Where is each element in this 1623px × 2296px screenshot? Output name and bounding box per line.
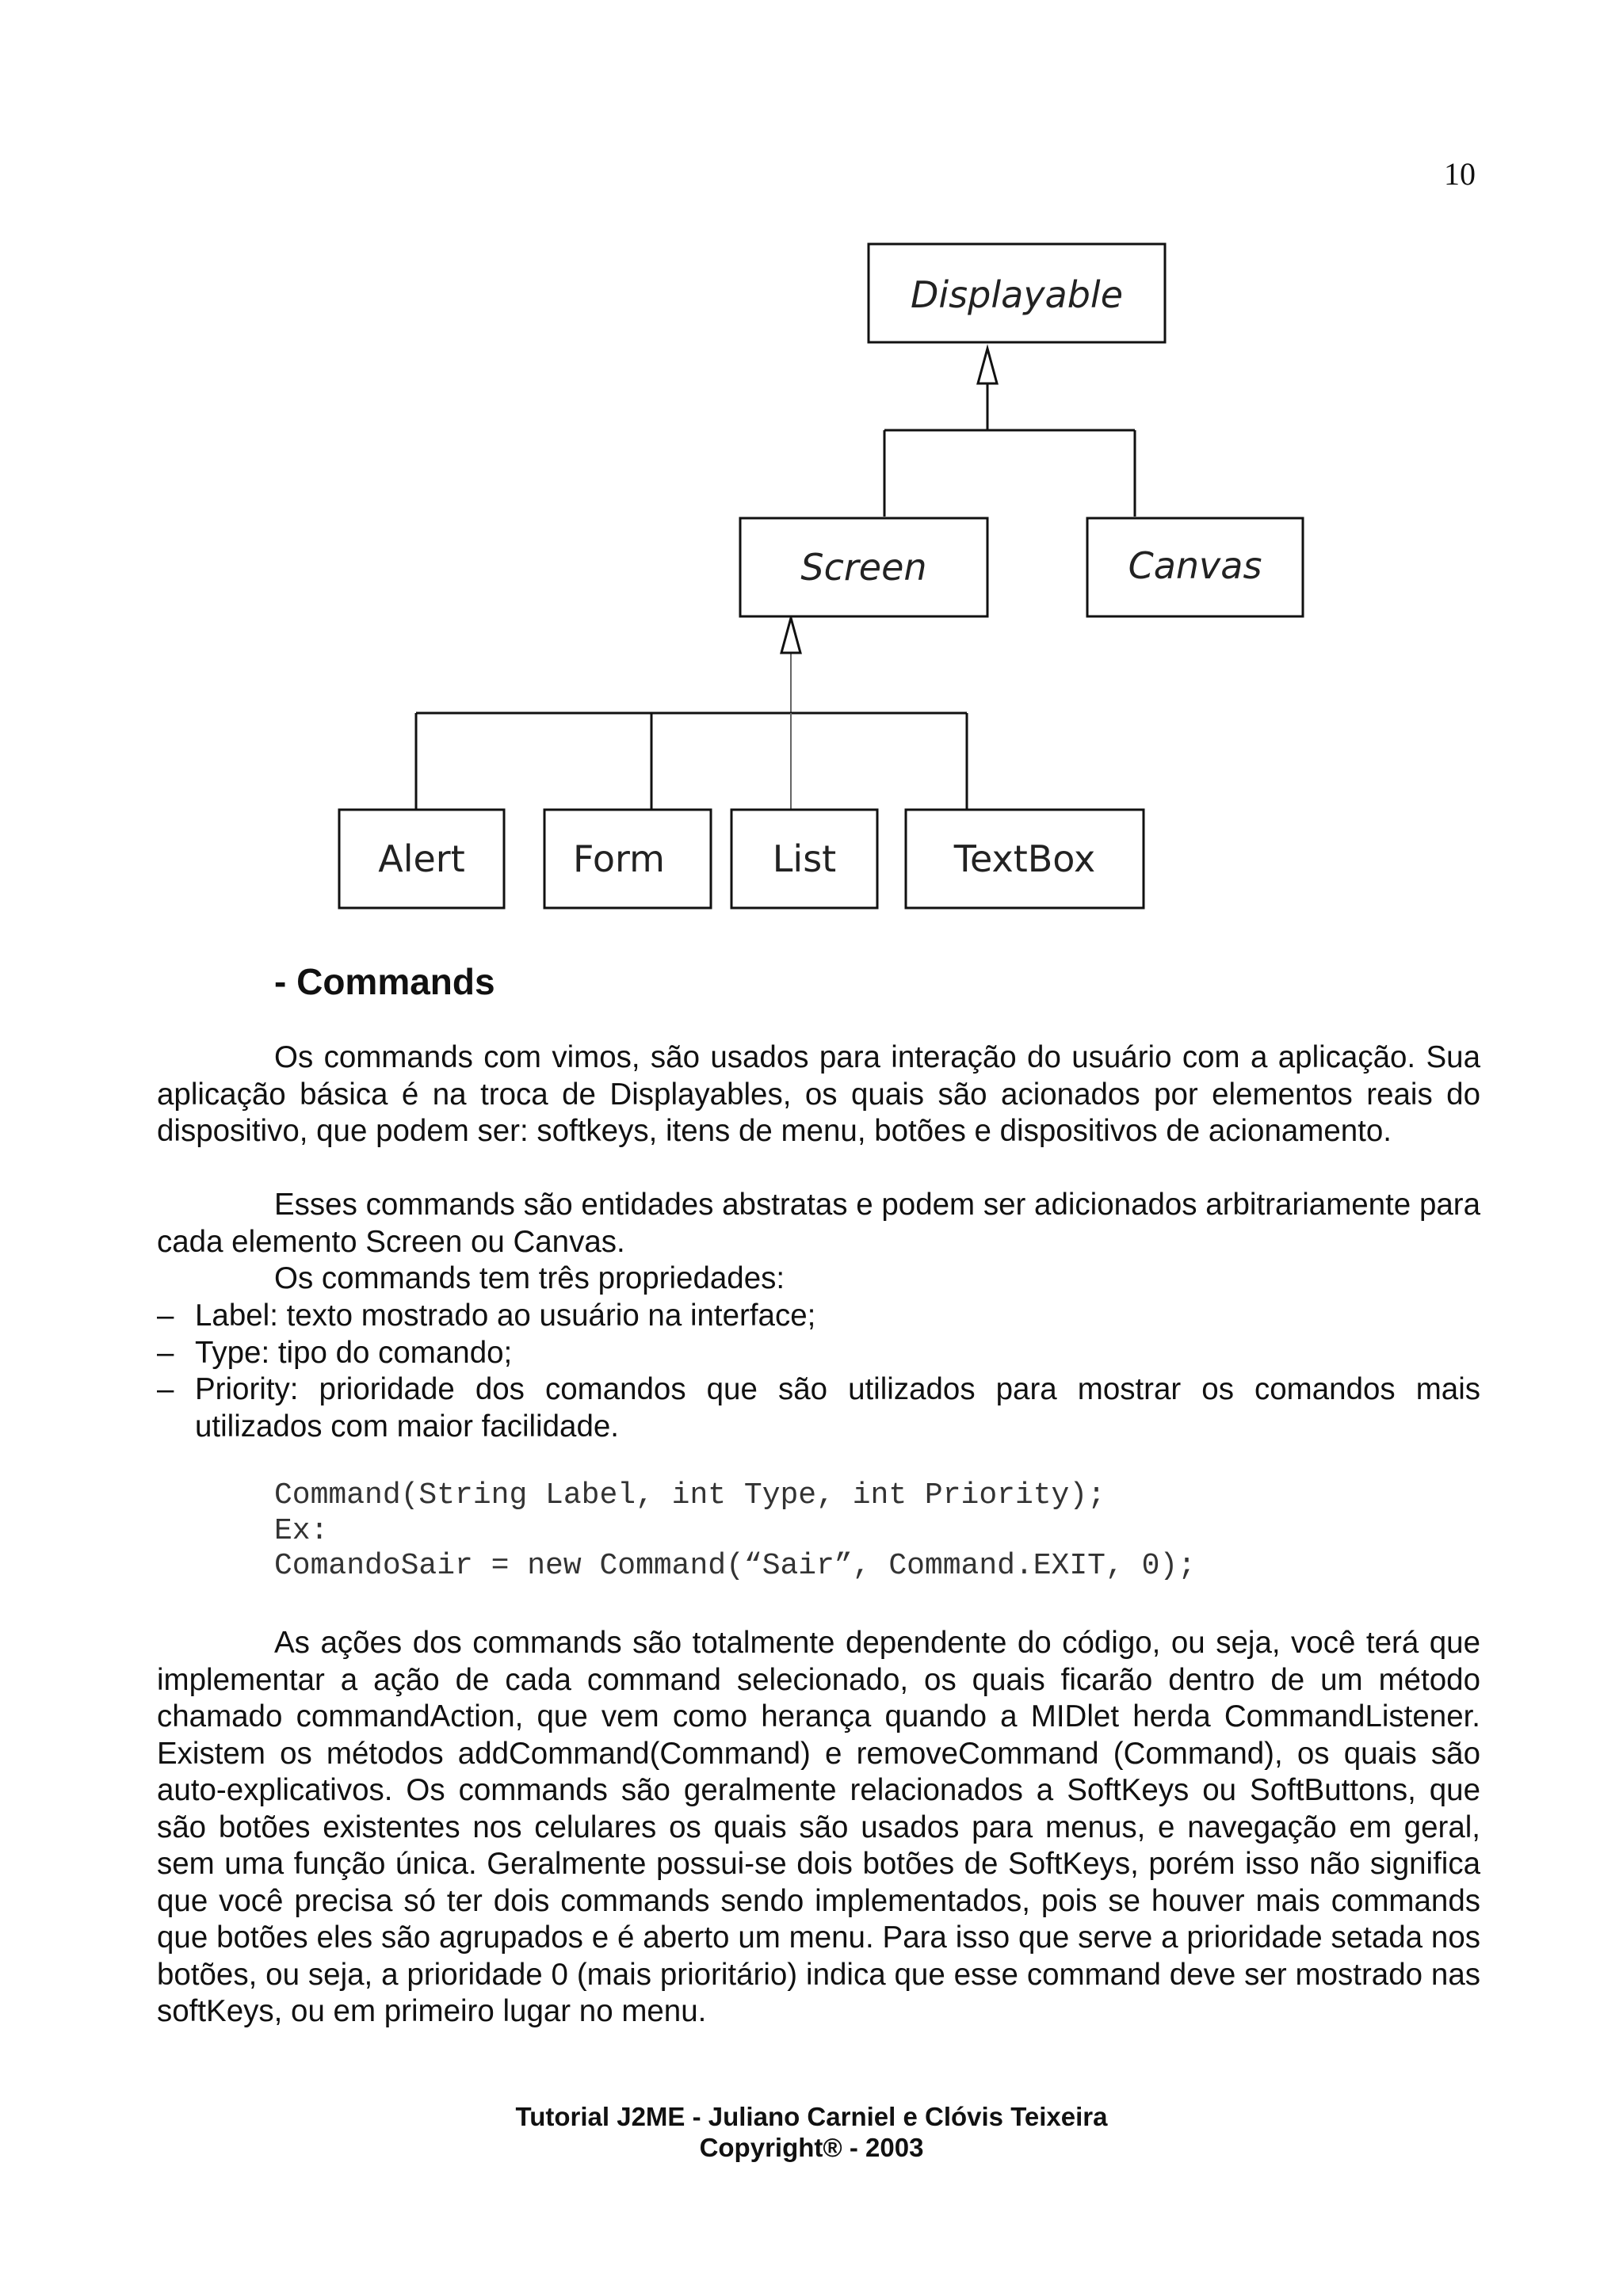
label-textbox: TextBox bbox=[953, 837, 1096, 880]
page-number: 10 bbox=[1444, 156, 1476, 192]
list-item bbox=[157, 1298, 1480, 1335]
list-item-text: Label: texto mostrado ao usuário na interface; bbox=[195, 1299, 816, 1333]
code-line: ComandoSair = new Command(“Sair”, Command.EXIT, 0); bbox=[274, 1549, 1196, 1583]
code-block bbox=[274, 1478, 1196, 1585]
list-item-text: Type: tipo do comando; bbox=[195, 1335, 513, 1370]
inheritance-arrow-displayable bbox=[978, 349, 997, 383]
paragraph-properties: Os commands tem três propriedades: bbox=[274, 1261, 785, 1295]
footer-title: Tutorial J2ME - Juliano Carniel e Clóvis Teixeira bbox=[515, 2102, 1108, 2131]
code-line: Command(String Label, int Type, int Priority); bbox=[274, 1478, 1106, 1512]
bullet-dash: – bbox=[157, 1335, 174, 1370]
paragraph-intro: Os commands com vimos, são usados para interação do usuário com a aplicação. Sua aplicação básica é na troca de Displayables, os quais são acionados por elementos reais do dispositivo, que podem ser: softkeys, itens de menu, botões e dispositivos de acionamento. bbox=[157, 1040, 1480, 1148]
section-title: - Commands bbox=[274, 961, 495, 1002]
label-screen: Screen bbox=[800, 546, 927, 589]
bullet-dash: – bbox=[157, 1372, 174, 1406]
code-line: Ex: bbox=[274, 1513, 329, 1548]
paragraph-abstract: Esses commands são entidades abstratas e podem ser adicionados arbitrariamente para cada elemento Screen ou Canvas. bbox=[157, 1188, 1480, 1259]
class-hierarchy-diagram bbox=[0, 0, 1623, 935]
label-alert: Alert bbox=[378, 837, 465, 880]
list-item-text: Priority: prioridade dos comandos que são utilizados para mostrar os comandos mais utilizados com maior facilidade. bbox=[195, 1372, 1480, 1444]
bullet-dash: – bbox=[157, 1299, 174, 1333]
paragraph-actions: As ações dos commands são totalmente dependente do código, ou seja, você terá que implementar a ação de cada command selecionado, os quais ficarão dentro de um método chamado commandAction, que vem como herança quando a MIDlet herda CommandListener. Existem os métodos addCommand(Command) e removeCommand (Command), os quais são auto-explicativos. Os commands são geralmente relacionados a SoftKeys ou SoftButtons, que são botões existentes nos celulares os quais são usados para menus, e navegação em geral, sem uma função única. Geralmente possui-se dois botões de SoftKeys, porém isso não significa que você precisa só ter dois commands sendo implementados, pois se houver mais commands que botões eles são agrupados e é aberto um menu. Para isso que serve a prioridade setada nos botões, ou seja, a prioridade 0 (mais prioritário) indica que esse command deve ser mostrado nas softKeys, ou em primeiro lugar no menu. bbox=[157, 1626, 1480, 2028]
footer-copyright: Copyright® - 2003 bbox=[699, 2133, 924, 2162]
page-footer bbox=[0, 2101, 1623, 2163]
inheritance-arrow-screen bbox=[781, 618, 800, 653]
list-item bbox=[157, 1371, 1480, 1445]
label-list: List bbox=[772, 837, 837, 880]
label-form: Form bbox=[573, 837, 665, 880]
properties-list bbox=[157, 1298, 1480, 1445]
list-item bbox=[157, 1335, 1480, 1372]
label-displayable: Displayable bbox=[910, 273, 1124, 316]
label-canvas: Canvas bbox=[1128, 544, 1262, 587]
